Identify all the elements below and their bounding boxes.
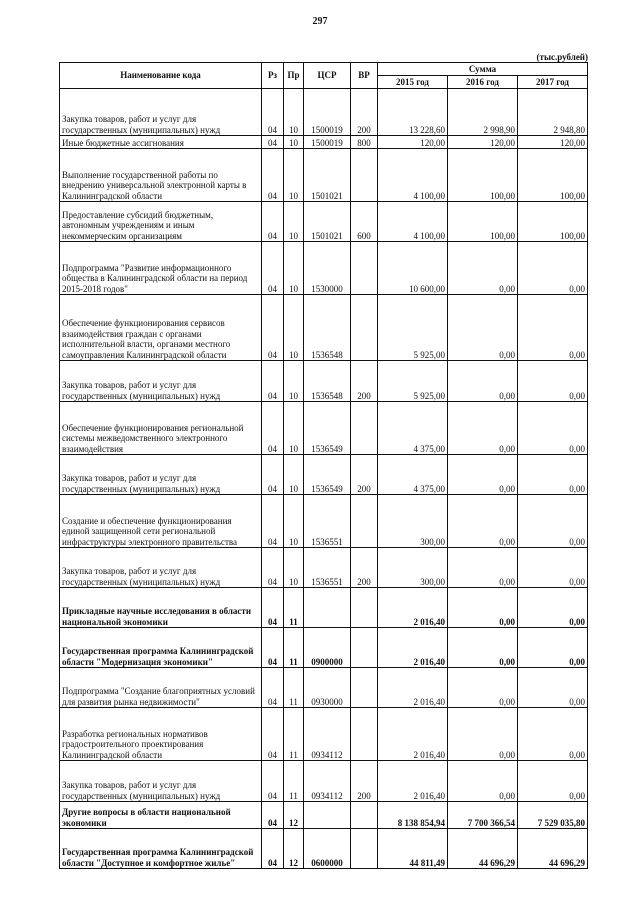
table-row bbox=[60, 455, 588, 495]
row-csr: 1536549 bbox=[304, 402, 351, 455]
header-csr: ЦСР bbox=[304, 63, 351, 89]
header-name: Наименование кода bbox=[60, 63, 262, 89]
row-pr: 12 bbox=[284, 802, 304, 829]
header-rz: Рз bbox=[262, 63, 284, 89]
row-2016: 7 700 366,54 bbox=[448, 802, 518, 829]
header-sum: Сумма bbox=[378, 63, 588, 76]
row-2016: 0,00 bbox=[448, 361, 518, 402]
row-2017: 2 948,80 bbox=[518, 89, 588, 136]
row-pr: 10 bbox=[284, 295, 304, 361]
row-2016: 0,00 bbox=[448, 588, 518, 628]
row-2017: 100,00 bbox=[518, 149, 588, 202]
table-row bbox=[60, 628, 588, 668]
row-csr: 1500019 bbox=[304, 89, 351, 136]
row-vr bbox=[351, 708, 378, 761]
row-2015: 2 016,40 bbox=[378, 708, 448, 761]
row-2016: 100,00 bbox=[448, 149, 518, 202]
row-vr: 200 bbox=[351, 361, 378, 402]
row-pr: 10 bbox=[284, 402, 304, 455]
row-vr bbox=[351, 802, 378, 829]
row-2016: 0,00 bbox=[448, 495, 518, 548]
table-row bbox=[60, 761, 588, 802]
row-csr: 1530000 bbox=[304, 242, 351, 295]
row-2016: 0,00 bbox=[448, 548, 518, 588]
row-2015: 2 016,40 bbox=[378, 588, 448, 628]
row-csr: 1536549 bbox=[304, 455, 351, 495]
row-rz: 04 bbox=[262, 295, 284, 361]
row-pr: 11 bbox=[284, 628, 304, 668]
row-2016: 0,00 bbox=[448, 668, 518, 708]
row-pr: 10 bbox=[284, 455, 304, 495]
row-name: Подпрограмма "Создание благоприятных условий для развития рынка недвижимости" bbox=[60, 668, 262, 708]
row-name: Обеспечение функционирования региональной системы межведомственного электронного взаимодействия bbox=[60, 402, 262, 455]
header-2016: 2016 год bbox=[448, 76, 518, 89]
row-rz: 04 bbox=[262, 802, 284, 829]
row-pr: 10 bbox=[284, 202, 304, 242]
row-name: Закупка товаров, работ и услуг для государственных (муниципальных) нужд bbox=[60, 761, 262, 802]
row-2016: 0,00 bbox=[448, 295, 518, 361]
table-row bbox=[60, 202, 588, 242]
row-vr: 200 bbox=[351, 455, 378, 495]
row-name: Разработка региональных нормативов градостроительного проектирования Калининградской области bbox=[60, 708, 262, 761]
row-pr: 11 bbox=[284, 761, 304, 802]
row-csr: 0930000 bbox=[304, 668, 351, 708]
row-vr bbox=[351, 628, 378, 668]
table-row bbox=[60, 548, 588, 588]
row-name: Закупка товаров, работ и услуг для государственных (муниципальных) нужд bbox=[60, 89, 262, 136]
row-rz: 04 bbox=[262, 761, 284, 802]
table-row bbox=[60, 668, 588, 708]
row-name: Закупка товаров, работ и услуг для государственных (муниципальных) нужд bbox=[60, 455, 262, 495]
row-pr: 10 bbox=[284, 548, 304, 588]
row-2015: 8 138 854,94 bbox=[378, 802, 448, 829]
row-name: Предоставление субсидий бюджетным, автономным учреждениям и иным некоммерческим организациям bbox=[60, 202, 262, 242]
table-row bbox=[60, 402, 588, 455]
row-2017: 0,00 bbox=[518, 628, 588, 668]
row-2017: 0,00 bbox=[518, 495, 588, 548]
row-name: Закупка товаров, работ и услуг для государственных (муниципальных) нужд bbox=[60, 548, 262, 588]
row-2017: 0,00 bbox=[518, 402, 588, 455]
row-rz: 04 bbox=[262, 455, 284, 495]
row-rz: 04 bbox=[262, 89, 284, 136]
row-csr: 0934112 bbox=[304, 761, 351, 802]
row-rz: 04 bbox=[262, 628, 284, 668]
row-2017: 100,00 bbox=[518, 202, 588, 242]
row-rz: 04 bbox=[262, 402, 284, 455]
row-csr: 0900000 bbox=[304, 628, 351, 668]
row-2017: 0,00 bbox=[518, 295, 588, 361]
row-2015: 2 016,40 bbox=[378, 761, 448, 802]
row-2017: 0,00 bbox=[518, 361, 588, 402]
row-rz: 04 bbox=[262, 149, 284, 202]
row-2017: 7 529 035,80 bbox=[518, 802, 588, 829]
table-row bbox=[60, 242, 588, 295]
table-row bbox=[60, 136, 588, 149]
row-vr: 200 bbox=[351, 761, 378, 802]
row-vr bbox=[351, 829, 378, 869]
row-csr: 1536548 bbox=[304, 361, 351, 402]
units-label: (тыс.рублей) bbox=[536, 52, 588, 62]
row-2016: 0,00 bbox=[448, 708, 518, 761]
table-row bbox=[60, 361, 588, 402]
table-row bbox=[60, 89, 588, 136]
row-pr: 10 bbox=[284, 495, 304, 548]
row-csr: 0934112 bbox=[304, 708, 351, 761]
row-csr: 1501021 bbox=[304, 149, 351, 202]
row-2015: 300,00 bbox=[378, 548, 448, 588]
row-csr: 1536551 bbox=[304, 548, 351, 588]
row-vr bbox=[351, 668, 378, 708]
page-number: 297 bbox=[312, 16, 328, 27]
row-csr bbox=[304, 588, 351, 628]
row-rz: 04 bbox=[262, 361, 284, 402]
table-row bbox=[60, 708, 588, 761]
row-2015: 5 925,00 bbox=[378, 295, 448, 361]
row-2015: 10 600,00 bbox=[378, 242, 448, 295]
row-2015: 4 375,00 bbox=[378, 402, 448, 455]
row-rz: 04 bbox=[262, 495, 284, 548]
row-2015: 2 016,40 bbox=[378, 628, 448, 668]
row-rz: 04 bbox=[262, 708, 284, 761]
table-row bbox=[60, 802, 588, 829]
row-pr: 10 bbox=[284, 242, 304, 295]
row-pr: 10 bbox=[284, 361, 304, 402]
table-row bbox=[60, 495, 588, 548]
row-2017: 120,00 bbox=[518, 136, 588, 149]
row-name: Закупка товаров, работ и услуг для государственных (муниципальных) нужд bbox=[60, 361, 262, 402]
row-csr: 1536548 bbox=[304, 295, 351, 361]
row-2017: 0,00 bbox=[518, 548, 588, 588]
row-vr bbox=[351, 295, 378, 361]
row-rz: 04 bbox=[262, 588, 284, 628]
row-vr bbox=[351, 402, 378, 455]
row-2016: 0,00 bbox=[448, 242, 518, 295]
row-rz: 04 bbox=[262, 242, 284, 295]
table-row bbox=[60, 829, 588, 869]
row-rz: 04 bbox=[262, 202, 284, 242]
row-2015: 44 811,49 bbox=[378, 829, 448, 869]
row-2015: 120,00 bbox=[378, 136, 448, 149]
row-pr: 11 bbox=[284, 668, 304, 708]
row-2017: 0,00 bbox=[518, 242, 588, 295]
row-vr bbox=[351, 242, 378, 295]
row-vr bbox=[351, 149, 378, 202]
row-name: Другие вопросы в области национальной экономики bbox=[60, 802, 262, 829]
row-name: Иные бюджетные ассигнования bbox=[60, 136, 262, 149]
row-vr bbox=[351, 495, 378, 548]
header-vr: ВР bbox=[351, 63, 378, 89]
row-pr: 10 bbox=[284, 149, 304, 202]
row-pr: 10 bbox=[284, 136, 304, 149]
row-2016: 120,00 bbox=[448, 136, 518, 149]
row-pr: 10 bbox=[284, 89, 304, 136]
row-2015: 13 228,60 bbox=[378, 89, 448, 136]
row-2016: 44 696,29 bbox=[448, 829, 518, 869]
row-name: Государственная программа Калининградской области "Модернизация экономики" bbox=[60, 628, 262, 668]
row-2015: 4 100,00 bbox=[378, 149, 448, 202]
row-vr: 600 bbox=[351, 202, 378, 242]
row-2016: 0,00 bbox=[448, 455, 518, 495]
row-rz: 04 bbox=[262, 668, 284, 708]
row-pr: 11 bbox=[284, 588, 304, 628]
row-2015: 4 375,00 bbox=[378, 455, 448, 495]
row-pr: 11 bbox=[284, 708, 304, 761]
row-csr bbox=[304, 802, 351, 829]
header-2015: 2015 год bbox=[378, 76, 448, 89]
row-2017: 0,00 bbox=[518, 708, 588, 761]
row-vr: 800 bbox=[351, 136, 378, 149]
row-name: Государственная программа Калининградской области "Доступное и комфортное жилье" bbox=[60, 829, 262, 869]
table-row bbox=[60, 588, 588, 628]
row-name: Прикладные научные исследования в области национальной экономики bbox=[60, 588, 262, 628]
row-csr: 0600000 bbox=[304, 829, 351, 869]
row-2016: 0,00 bbox=[448, 628, 518, 668]
row-2016: 0,00 bbox=[448, 761, 518, 802]
row-2015: 2 016,40 bbox=[378, 668, 448, 708]
row-2015: 5 925,00 bbox=[378, 361, 448, 402]
row-vr: 200 bbox=[351, 89, 378, 136]
row-vr bbox=[351, 588, 378, 628]
row-2015: 4 100,00 bbox=[378, 202, 448, 242]
row-2016: 0,00 bbox=[448, 402, 518, 455]
table-row bbox=[60, 295, 588, 361]
row-2017: 0,00 bbox=[518, 588, 588, 628]
row-2016: 100,00 bbox=[448, 202, 518, 242]
budget-table bbox=[59, 62, 588, 869]
row-2015: 300,00 bbox=[378, 495, 448, 548]
row-csr: 1536551 bbox=[304, 495, 351, 548]
table-row bbox=[60, 149, 588, 202]
row-vr: 200 bbox=[351, 548, 378, 588]
row-name: Обеспечение функционирования сервисов взаимодействия граждан с органами исполнительной власти, органами местного самоуправления Калининградской области bbox=[60, 295, 262, 361]
row-name: Подпрограмма "Развитие информационного общества в Калининградской области на период 2015-2018 годов" bbox=[60, 242, 262, 295]
row-2017: 0,00 bbox=[518, 455, 588, 495]
header-2017: 2017 год bbox=[518, 76, 588, 89]
row-2017: 44 696,29 bbox=[518, 829, 588, 869]
header-pr: Пр bbox=[284, 63, 304, 89]
row-name: Создание и обеспечение функционирования единой защищенной сети региональной инфраструктуры электронного правительства bbox=[60, 495, 262, 548]
row-2017: 0,00 bbox=[518, 761, 588, 802]
row-name: Выполнение государственной работы по внедрению универсальной электронной карты в Калининградской области bbox=[60, 149, 262, 202]
row-pr: 12 bbox=[284, 829, 304, 869]
row-csr: 1501021 bbox=[304, 202, 351, 242]
row-csr: 1500019 bbox=[304, 136, 351, 149]
row-rz: 04 bbox=[262, 548, 284, 588]
row-2017: 0,00 bbox=[518, 668, 588, 708]
row-2016: 2 998,90 bbox=[448, 89, 518, 136]
row-rz: 04 bbox=[262, 136, 284, 149]
row-rz: 04 bbox=[262, 829, 284, 869]
